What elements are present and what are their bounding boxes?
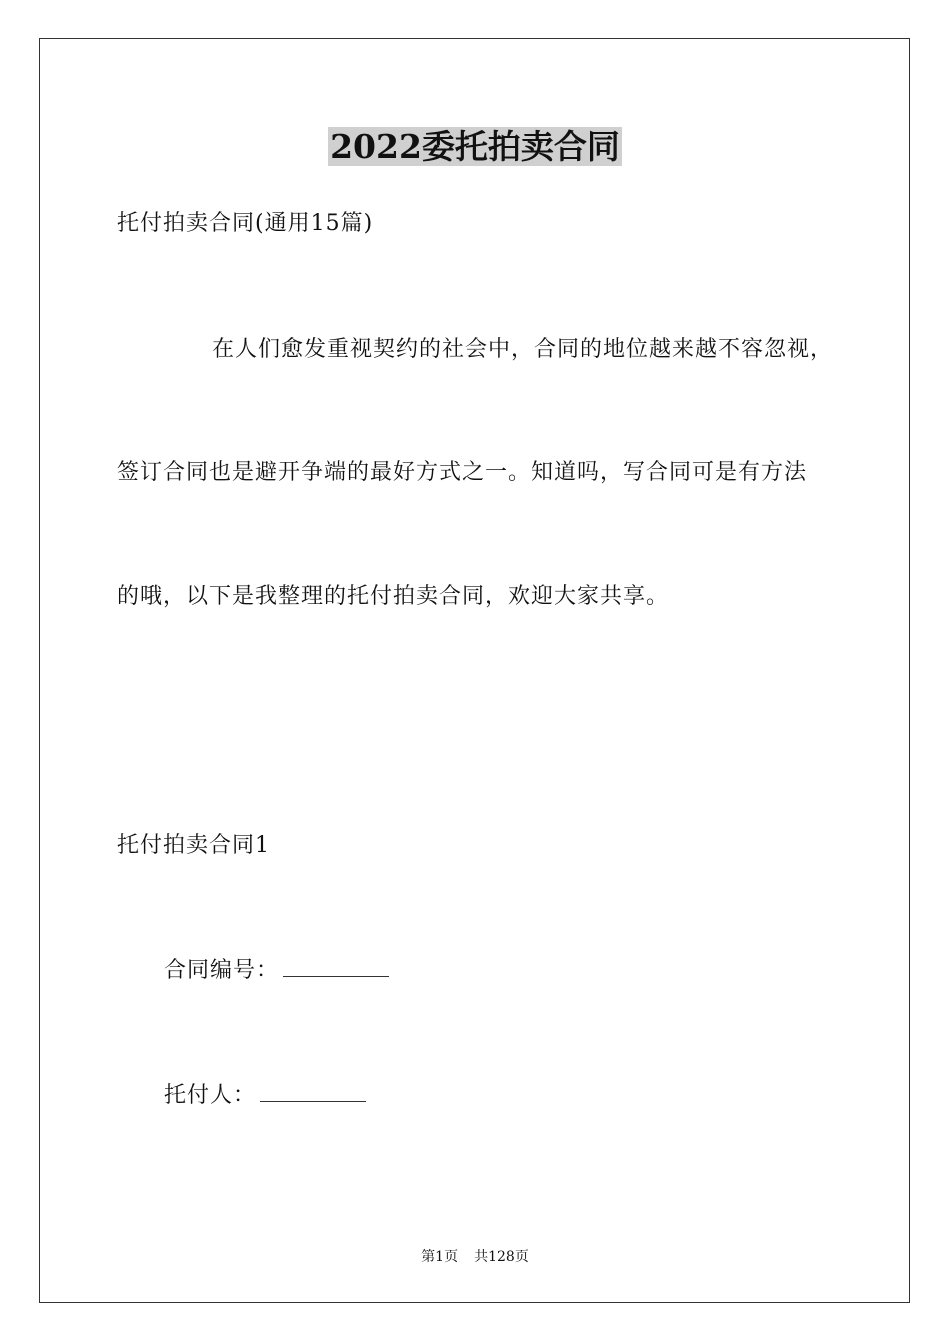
document-title (0, 126, 950, 168)
intro-line-1: 在人们愈发重视契约的社会中，合同的地位越来越不容忽视， (212, 337, 834, 362)
client-label: 托付人： (164, 1083, 257, 1108)
page-current: 第1页 (421, 1249, 459, 1265)
contract-number-label: 合同编号： (164, 958, 280, 983)
section-title: 托付拍卖合同1 (117, 833, 270, 858)
intro-line-3: 的哦，以下是我整理的托付拍卖合同，欢迎大家共享。 (117, 584, 670, 609)
contract-number-blank (283, 956, 389, 977)
client-field (164, 1081, 366, 1111)
document-title-text: 2022委托拍卖合同 (330, 127, 620, 166)
contract-number-field (164, 956, 389, 986)
document-subtitle: 托付拍卖合同(通用15篇) (117, 211, 374, 236)
page-total: 共128页 (474, 1249, 529, 1265)
page-footer (0, 1247, 950, 1267)
intro-line-2: 签订合同也是避开争端的最好方式之一。知道吗，写合同可是有方法 (117, 460, 808, 485)
client-blank (260, 1081, 366, 1102)
